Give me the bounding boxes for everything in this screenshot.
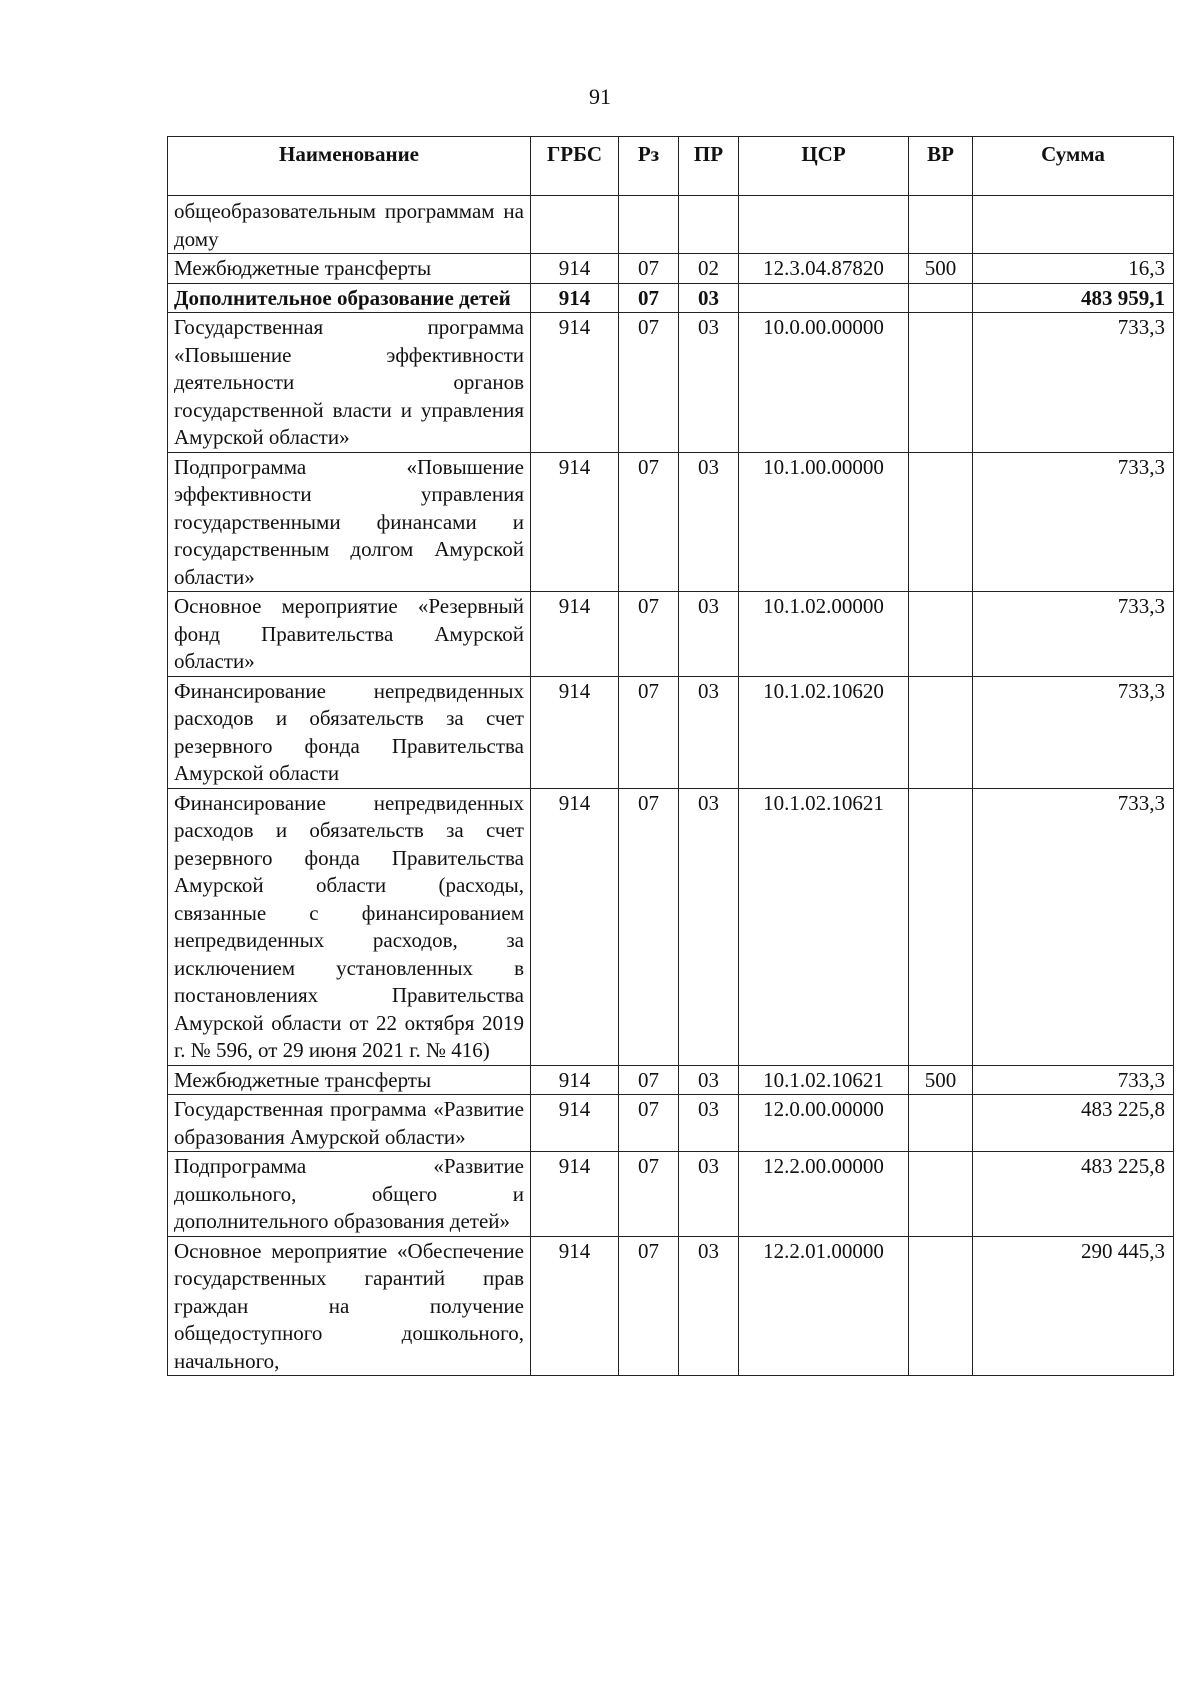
cell-pr: 03 (679, 283, 739, 313)
header-rz: Рз (619, 137, 679, 196)
cell-vr (909, 1236, 973, 1376)
cell-pr: 03 (679, 1065, 739, 1095)
cell-rz: 07 (619, 452, 679, 592)
table-row (168, 313, 1174, 453)
cell-csr: 12.0.00.00000 (739, 1095, 909, 1152)
cell-rz: 07 (619, 1095, 679, 1152)
cell-csr: 10.1.00.00000 (739, 452, 909, 592)
cell-csr: 12.2.01.00000 (739, 1236, 909, 1376)
cell-rz: 07 (619, 313, 679, 453)
cell-rz: 07 (619, 1152, 679, 1237)
cell-vr: 500 (909, 254, 973, 284)
cell-grbs: 914 (531, 1152, 619, 1237)
cell-csr (739, 196, 909, 254)
cell-pr: 03 (679, 1095, 739, 1152)
cell-vr (909, 592, 973, 677)
table-body (168, 196, 1174, 1376)
cell-rz: 07 (619, 1236, 679, 1376)
cell-sum: 733,3 (973, 592, 1174, 677)
cell-csr: 10.1.02.10621 (739, 788, 909, 1065)
cell-sum: 290 445,3 (973, 1236, 1174, 1376)
cell-name: Межбюджетные трансферты (168, 1065, 531, 1095)
cell-sum: 483 225,8 (973, 1095, 1174, 1152)
cell-name: общеобразовательным программам на дому (168, 196, 531, 254)
cell-vr (909, 283, 973, 313)
header-sum: Сумма (973, 137, 1174, 196)
cell-name: Подпрограмма «Развитие дошкольного, общего и дополнительного образования детей» (168, 1152, 531, 1237)
cell-pr: 03 (679, 788, 739, 1065)
cell-grbs: 914 (531, 788, 619, 1065)
cell-pr: 03 (679, 592, 739, 677)
cell-sum: 733,3 (973, 452, 1174, 592)
cell-csr: 10.1.02.10620 (739, 676, 909, 788)
table-row (168, 196, 1174, 254)
cell-grbs: 914 (531, 313, 619, 453)
cell-vr (909, 313, 973, 453)
cell-vr (909, 196, 973, 254)
table-row (168, 1095, 1174, 1152)
table-row (168, 1065, 1174, 1095)
cell-vr (909, 788, 973, 1065)
table-row (168, 592, 1174, 677)
cell-grbs: 914 (531, 676, 619, 788)
cell-sum: 733,3 (973, 313, 1174, 453)
cell-grbs: 914 (531, 1236, 619, 1376)
cell-rz: 07 (619, 254, 679, 284)
cell-name: Основное мероприятие «Резервный фонд Правительства Амурской области» (168, 592, 531, 677)
cell-sum: 733,3 (973, 788, 1174, 1065)
cell-pr (679, 196, 739, 254)
cell-sum: 733,3 (973, 676, 1174, 788)
cell-sum: 483 959,1 (973, 283, 1174, 313)
cell-rz: 07 (619, 283, 679, 313)
cell-sum: 16,3 (973, 254, 1174, 284)
cell-rz: 07 (619, 676, 679, 788)
cell-vr (909, 1095, 973, 1152)
cell-name: Основное мероприятие «Обеспечение государственных гарантий прав граждан на получение общедоступного дошкольного, начального, (168, 1236, 531, 1376)
table-header-row (168, 137, 1174, 196)
cell-name: Межбюджетные трансферты (168, 254, 531, 284)
cell-name: Государственная программа «Развитие образования Амурской области» (168, 1095, 531, 1152)
cell-grbs: 914 (531, 1065, 619, 1095)
header-grbs: ГРБС (531, 137, 619, 196)
cell-sum (973, 196, 1174, 254)
cell-name: Дополнительное образование детей (168, 283, 531, 313)
table-row (168, 254, 1174, 284)
cell-name: Финансирование непредвиденных расходов и обязательств за счет резервного фонда Правительства Амурской области (168, 676, 531, 788)
cell-grbs: 914 (531, 283, 619, 313)
cell-grbs: 914 (531, 1095, 619, 1152)
cell-rz: 07 (619, 1065, 679, 1095)
cell-rz: 07 (619, 592, 679, 677)
cell-vr: 500 (909, 1065, 973, 1095)
cell-csr: 10.0.00.00000 (739, 313, 909, 453)
cell-csr (739, 283, 909, 313)
table-row (168, 788, 1174, 1065)
cell-name: Финансирование непредвиденных расходов и обязательств за счет резервного фонда Правительства Амурской области (расходы, связанные с финансированием непредвиденных расходов, за исключением установленных в постановлениях Правительства Амурской области от 22 октября 2019 г. № 596, от 29 июня 2021 г. № 416) (168, 788, 531, 1065)
table-row (168, 283, 1174, 313)
table-row (168, 1236, 1174, 1376)
cell-grbs: 914 (531, 592, 619, 677)
cell-pr: 03 (679, 1236, 739, 1376)
cell-rz (619, 196, 679, 254)
cell-csr: 12.3.04.87820 (739, 254, 909, 284)
cell-grbs (531, 196, 619, 254)
table-row (168, 676, 1174, 788)
cell-grbs: 914 (531, 254, 619, 284)
cell-pr: 02 (679, 254, 739, 284)
cell-vr (909, 676, 973, 788)
table-row (168, 1152, 1174, 1237)
cell-sum: 733,3 (973, 1065, 1174, 1095)
budget-table (167, 136, 1174, 1376)
cell-vr (909, 452, 973, 592)
header-csr: ЦСР (739, 137, 909, 196)
cell-csr: 10.1.02.10621 (739, 1065, 909, 1095)
page-number: 91 (589, 84, 611, 109)
cell-name: Подпрограмма «Повышение эффективности управления государственными финансами и государственным долгом Амурской области» (168, 452, 531, 592)
cell-rz: 07 (619, 788, 679, 1065)
header-pr: ПР (679, 137, 739, 196)
cell-pr: 03 (679, 676, 739, 788)
table-row (168, 452, 1174, 592)
cell-csr: 12.2.00.00000 (739, 1152, 909, 1237)
cell-name: Государственная программа «Повышение эффективности деятельности органов государственной власти и управления Амурской области» (168, 313, 531, 453)
cell-sum: 483 225,8 (973, 1152, 1174, 1237)
header-name: Наименование (168, 137, 531, 196)
cell-csr: 10.1.02.00000 (739, 592, 909, 677)
cell-pr: 03 (679, 452, 739, 592)
cell-vr (909, 1152, 973, 1237)
header-vr: ВР (909, 137, 973, 196)
cell-pr: 03 (679, 1152, 739, 1237)
cell-grbs: 914 (531, 452, 619, 592)
cell-pr: 03 (679, 313, 739, 453)
